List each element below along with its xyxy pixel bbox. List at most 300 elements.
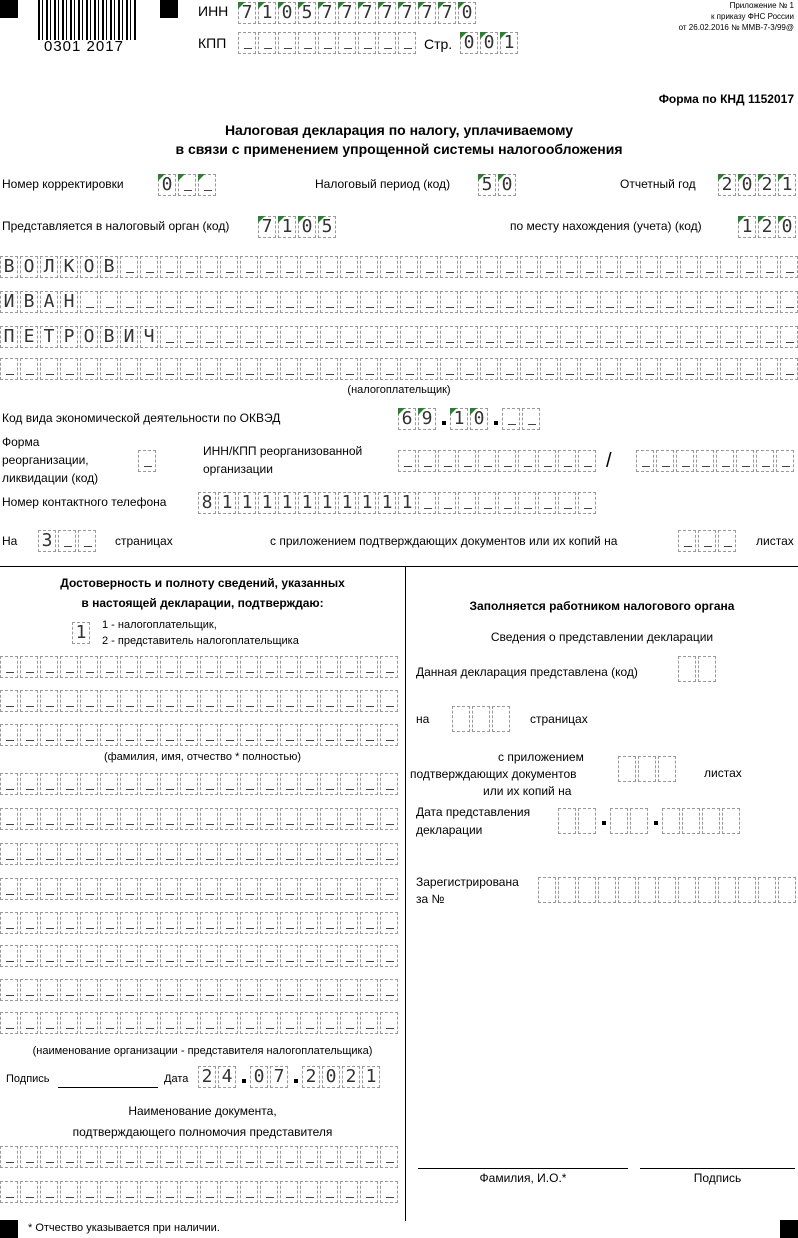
char-cell: О	[20, 256, 38, 278]
char-cell	[40, 979, 58, 1001]
fio-caption: (фамилия, имя, отчество * полностью)	[103, 751, 302, 763]
char-cell	[40, 878, 58, 900]
char-cell	[40, 1146, 58, 1168]
char-cell	[120, 1012, 138, 1034]
taxpayer-name-row-2[interactable]	[0, 291, 798, 313]
representative-org-row-7[interactable]	[0, 979, 400, 1001]
char-cell	[120, 979, 138, 1001]
location-label: по месту нахождения (учета) (код)	[510, 219, 702, 233]
char-cell: 1	[298, 492, 316, 514]
char-cell	[260, 1181, 278, 1203]
taxpayer-name-row-1[interactable]	[0, 256, 798, 278]
inn-field[interactable]	[238, 2, 478, 24]
char-cell	[360, 945, 378, 967]
representative-fio-row-3[interactable]	[0, 724, 400, 746]
char-cell	[300, 979, 318, 1001]
char-cell	[220, 945, 238, 967]
char-cell	[320, 878, 338, 900]
char-cell	[320, 843, 338, 865]
char-cell	[438, 450, 456, 472]
char-cell	[320, 256, 338, 278]
char-cell	[140, 724, 158, 746]
char-cell	[300, 945, 318, 967]
char-cell	[100, 1181, 118, 1203]
char-cell	[240, 256, 258, 278]
char-cell	[240, 690, 258, 712]
char-cell	[600, 291, 618, 313]
sheets-word: листах	[756, 534, 794, 548]
correction-number-field[interactable]	[158, 174, 218, 196]
char-cell	[120, 808, 138, 830]
empty-cell	[758, 877, 776, 903]
char-cell	[140, 256, 158, 278]
char-cell	[180, 878, 198, 900]
char-cell	[140, 1012, 158, 1034]
char-cell	[380, 773, 398, 795]
char-cell: Л	[40, 256, 58, 278]
char-cell	[220, 1181, 238, 1203]
char-cell	[40, 1181, 58, 1203]
char-cell	[200, 656, 218, 678]
char-cell	[80, 656, 98, 678]
char-cell	[58, 530, 76, 552]
signer-option-2: 2 - представитель налогоплательщика	[102, 635, 299, 647]
representative-fio-row-2[interactable]	[0, 690, 400, 712]
authority-label: Представляется в налоговый орган (код)	[2, 219, 230, 233]
char-cell: 1	[378, 492, 396, 514]
char-cell	[140, 1181, 158, 1203]
right-date-field	[558, 808, 742, 834]
char-cell	[656, 450, 674, 472]
char-cell: 1	[278, 216, 296, 238]
char-cell	[460, 326, 478, 348]
representative-org-row-4[interactable]	[0, 878, 400, 900]
right-attach-1: с приложением	[498, 750, 584, 764]
reporting-year-field[interactable]	[718, 174, 798, 196]
empty-cell	[610, 808, 628, 834]
char-cell	[300, 326, 318, 348]
char-cell	[240, 878, 258, 900]
char-cell	[280, 945, 298, 967]
char-cell	[260, 1146, 278, 1168]
char-cell	[220, 843, 238, 865]
reorg-code-field[interactable]	[138, 450, 158, 472]
pages-count-field[interactable]	[38, 530, 98, 552]
char-cell	[100, 912, 118, 934]
char-cell	[40, 724, 58, 746]
char-cell	[320, 979, 338, 1001]
char-cell: 2	[342, 1066, 360, 1088]
char-cell	[180, 773, 198, 795]
char-cell	[278, 32, 296, 54]
char-cell	[260, 291, 278, 313]
representative-org-row-3[interactable]	[0, 843, 400, 865]
char-cell: В	[100, 256, 118, 278]
char-cell	[780, 291, 798, 313]
char-cell	[180, 1181, 198, 1203]
empty-cell	[538, 877, 556, 903]
char-cell	[480, 326, 498, 348]
taxpayer-name-row-4[interactable]	[0, 358, 798, 380]
char-cell	[178, 174, 196, 196]
signer-code-field[interactable]	[72, 622, 92, 644]
corner-marker-bottom-right	[780, 1220, 798, 1238]
representative-org-row-8[interactable]	[0, 1012, 400, 1034]
char-cell: 2	[302, 1066, 320, 1088]
char-cell	[438, 492, 456, 514]
char-cell	[480, 291, 498, 313]
char-cell	[180, 656, 198, 678]
pages-on-label: На	[2, 534, 18, 548]
char-cell	[140, 773, 158, 795]
empty-cell	[452, 706, 470, 732]
char-cell	[60, 912, 78, 934]
char-cell: 1	[358, 492, 376, 514]
char-cell	[300, 656, 318, 678]
char-cell	[260, 808, 278, 830]
char-cell	[740, 358, 758, 380]
char-cell	[676, 450, 694, 472]
char-cell	[20, 690, 38, 712]
char-cell	[380, 1146, 398, 1168]
char-cell	[718, 530, 736, 552]
char-cell	[160, 690, 178, 712]
representative-org-row-2[interactable]	[0, 808, 400, 830]
right-heading: Заполняется работником налогового органа	[469, 599, 735, 613]
char-cell	[360, 773, 378, 795]
char-cell: 7	[398, 2, 416, 24]
char-cell	[280, 724, 298, 746]
char-cell	[318, 32, 336, 54]
char-cell	[100, 773, 118, 795]
char-cell: 1	[500, 32, 518, 54]
location-code-field[interactable]	[738, 216, 798, 238]
representative-org-row-1[interactable]	[0, 773, 400, 795]
char-cell	[80, 843, 98, 865]
char-cell	[360, 1146, 378, 1168]
char-cell	[420, 358, 438, 380]
char-cell	[340, 291, 358, 313]
char-cell	[398, 32, 416, 54]
char-cell	[180, 1146, 198, 1168]
char-cell	[100, 979, 118, 1001]
char-cell: 1	[238, 492, 256, 514]
char-cell: 1	[398, 492, 416, 514]
char-cell: А	[40, 291, 58, 313]
authority-doc-row-2[interactable]	[0, 1181, 400, 1203]
char-cell	[716, 450, 734, 472]
char-cell	[80, 945, 98, 967]
right-attach-2: подтверждающих документов	[410, 767, 577, 781]
char-cell: Е	[20, 326, 38, 348]
char-cell	[240, 808, 258, 830]
authority-doc-row-1[interactable]	[0, 1146, 400, 1168]
form-code: Форма по КНД 1152017	[658, 92, 794, 106]
right-date-label-2: декларации	[416, 823, 483, 837]
char-cell	[120, 291, 138, 313]
char-cell	[440, 358, 458, 380]
char-cell: 7	[270, 1066, 288, 1088]
char-cell	[380, 1012, 398, 1034]
char-cell: 0	[738, 174, 756, 196]
char-cell	[360, 808, 378, 830]
taxpayer-name-row-3[interactable]	[0, 326, 798, 348]
char-cell	[180, 808, 198, 830]
empty-cell	[718, 877, 736, 903]
char-cell	[418, 492, 436, 514]
char-cell	[60, 1181, 78, 1203]
char-cell	[260, 773, 278, 795]
char-cell	[240, 724, 258, 746]
char-cell	[280, 690, 298, 712]
char-cell	[280, 808, 298, 830]
signature-date-field[interactable]	[198, 1066, 382, 1088]
char-cell	[440, 326, 458, 348]
char-cell	[340, 326, 358, 348]
empty-cell	[678, 656, 696, 682]
char-cell	[360, 1012, 378, 1034]
char-cell	[340, 979, 358, 1001]
char-cell	[160, 656, 178, 678]
char-cell	[100, 358, 118, 380]
barcode-number: 0301 2017	[44, 38, 124, 55]
char-cell: О	[80, 326, 98, 348]
char-cell	[680, 326, 698, 348]
char-cell	[300, 256, 318, 278]
char-cell	[260, 1012, 278, 1034]
char-cell	[320, 1012, 338, 1034]
char-cell	[280, 256, 298, 278]
empty-cell	[630, 808, 648, 834]
char-cell	[60, 656, 78, 678]
char-cell: Р	[60, 326, 78, 348]
char-cell	[540, 358, 558, 380]
char-cell	[180, 912, 198, 934]
char-cell	[280, 979, 298, 1001]
char-cell	[78, 530, 96, 552]
document-title-line2: в связи с применением упрощенной системы налогообложения	[175, 141, 623, 157]
char-cell	[678, 530, 696, 552]
char-cell: В	[100, 326, 118, 348]
char-cell	[338, 32, 356, 54]
char-cell	[540, 291, 558, 313]
char-cell	[100, 690, 118, 712]
char-cell	[240, 1146, 258, 1168]
char-cell: 6	[398, 408, 416, 430]
char-cell	[360, 291, 378, 313]
phone-label: Номер контактного телефона	[2, 495, 167, 509]
char-cell	[620, 256, 638, 278]
char-cell	[780, 256, 798, 278]
char-cell	[140, 808, 158, 830]
char-cell	[280, 1181, 298, 1203]
char-cell	[140, 843, 158, 865]
char-cell	[220, 773, 238, 795]
char-cell	[320, 1146, 338, 1168]
char-cell: 5	[318, 216, 336, 238]
sign-line	[640, 1168, 795, 1169]
char-cell	[660, 358, 678, 380]
char-cell	[340, 256, 358, 278]
char-cell	[696, 450, 714, 472]
char-cell	[138, 450, 156, 472]
char-cell	[160, 256, 178, 278]
char-cell	[378, 32, 396, 54]
char-cell: 7	[338, 2, 356, 24]
char-cell	[580, 358, 598, 380]
okved-field[interactable]	[398, 408, 542, 430]
char-cell	[498, 450, 516, 472]
empty-cell	[738, 877, 756, 903]
char-cell: 7	[358, 2, 376, 24]
date-label: Дата	[164, 1073, 189, 1085]
char-cell: 0	[458, 2, 476, 24]
reg-number-field	[538, 877, 798, 903]
char-cell	[120, 1146, 138, 1168]
char-cell	[680, 358, 698, 380]
char-cell	[400, 256, 418, 278]
char-cell	[320, 773, 338, 795]
signer-option-1: 1 - налогоплательщик,	[102, 619, 217, 631]
char-cell	[180, 690, 198, 712]
char-cell: Ч	[140, 326, 158, 348]
page-label: Стр.	[424, 36, 453, 52]
char-cell	[300, 358, 318, 380]
char-cell	[100, 724, 118, 746]
char-cell	[180, 1012, 198, 1034]
confirm-line2: в настоящей декларации, подтверждаю:	[81, 596, 324, 610]
char-cell: 2	[718, 174, 736, 196]
char-cell: 0	[250, 1066, 268, 1088]
char-cell: 1	[778, 174, 796, 196]
empty-cell	[598, 877, 616, 903]
char-cell	[360, 656, 378, 678]
char-cell	[260, 690, 278, 712]
char-cell	[600, 358, 618, 380]
char-cell	[200, 979, 218, 1001]
char-cell	[198, 174, 216, 196]
char-cell	[40, 912, 58, 934]
char-cell: Н	[60, 291, 78, 313]
char-cell	[280, 878, 298, 900]
char-cell: И	[0, 291, 18, 313]
tax-authority-field[interactable]	[258, 216, 338, 238]
char-cell	[100, 1012, 118, 1034]
attach-label: с приложением подтверждающих документов или их копий на	[270, 534, 618, 548]
char-cell	[380, 291, 398, 313]
char-cell	[280, 912, 298, 934]
char-cell: 1	[218, 492, 236, 514]
right-sheets-word: листах	[704, 766, 742, 780]
reorg-inn-field[interactable]	[398, 450, 598, 472]
char-cell	[40, 656, 58, 678]
char-cell	[320, 1181, 338, 1203]
char-cell	[360, 1181, 378, 1203]
reorg-kpp-field[interactable]	[636, 450, 796, 472]
char-cell: 2	[758, 174, 776, 196]
char-cell	[560, 358, 578, 380]
representative-org-row-6[interactable]	[0, 945, 400, 967]
document-title-line1: Налоговая декларация по налогу, уплачиваемому	[224, 122, 574, 138]
right-fio-label: Фамилия, И.О.*	[479, 1171, 567, 1185]
char-cell	[0, 945, 18, 967]
char-cell	[640, 291, 658, 313]
char-cell	[40, 690, 58, 712]
kpp-label: КПП	[198, 35, 227, 51]
char-cell	[578, 492, 596, 514]
signature-line[interactable]	[58, 1087, 158, 1088]
char-cell: 0	[322, 1066, 340, 1088]
char-cell	[520, 326, 538, 348]
char-cell	[200, 724, 218, 746]
char-cell	[340, 690, 358, 712]
inn-label: ИНН	[198, 3, 229, 19]
char-cell	[200, 1012, 218, 1034]
char-cell	[720, 256, 738, 278]
char-cell	[478, 492, 496, 514]
char-cell: 1	[258, 492, 276, 514]
kpp-field[interactable]	[238, 32, 418, 54]
char-cell	[340, 773, 358, 795]
char-cell	[260, 724, 278, 746]
char-cell	[20, 1146, 38, 1168]
char-cell	[498, 492, 516, 514]
char-cell	[780, 326, 798, 348]
attach-sheets-field[interactable]	[678, 530, 738, 552]
char-cell	[300, 808, 318, 830]
empty-cell	[678, 877, 696, 903]
tax-period-field[interactable]	[478, 174, 518, 196]
char-cell	[776, 450, 794, 472]
char-cell	[720, 291, 738, 313]
corner-marker-bottom-left	[0, 1220, 18, 1238]
char-cell	[360, 979, 378, 1001]
char-cell	[480, 358, 498, 380]
taxpayer-caption: (налогоплательщик)	[347, 384, 451, 396]
char-cell	[20, 1181, 38, 1203]
phone-field[interactable]	[198, 492, 598, 514]
char-cell	[280, 773, 298, 795]
char-cell	[120, 1181, 138, 1203]
char-cell	[660, 326, 678, 348]
char-cell	[20, 773, 38, 795]
char-cell	[120, 256, 138, 278]
char-cell	[580, 326, 598, 348]
char-cell	[220, 979, 238, 1001]
fio-line	[418, 1168, 628, 1169]
char-cell: 7	[258, 216, 276, 238]
char-cell	[480, 256, 498, 278]
char-cell	[180, 358, 198, 380]
char-cell: 2	[198, 1066, 216, 1088]
char-cell	[0, 724, 18, 746]
representative-org-row-5[interactable]	[0, 912, 400, 934]
char-cell	[60, 878, 78, 900]
corner-marker-top-mid	[160, 0, 178, 18]
char-cell	[522, 408, 540, 430]
empty-cell	[638, 756, 656, 782]
char-cell: 5	[478, 174, 496, 196]
char-cell	[660, 256, 678, 278]
representative-fio-row-1[interactable]	[0, 656, 400, 678]
char-cell	[620, 326, 638, 348]
char-cell	[360, 256, 378, 278]
char-cell: 1	[450, 408, 468, 430]
empty-cell	[702, 808, 720, 834]
char-cell	[736, 450, 754, 472]
char-cell	[40, 843, 58, 865]
confirm-line1: Достоверность и полноту сведений, указанных	[60, 576, 345, 590]
